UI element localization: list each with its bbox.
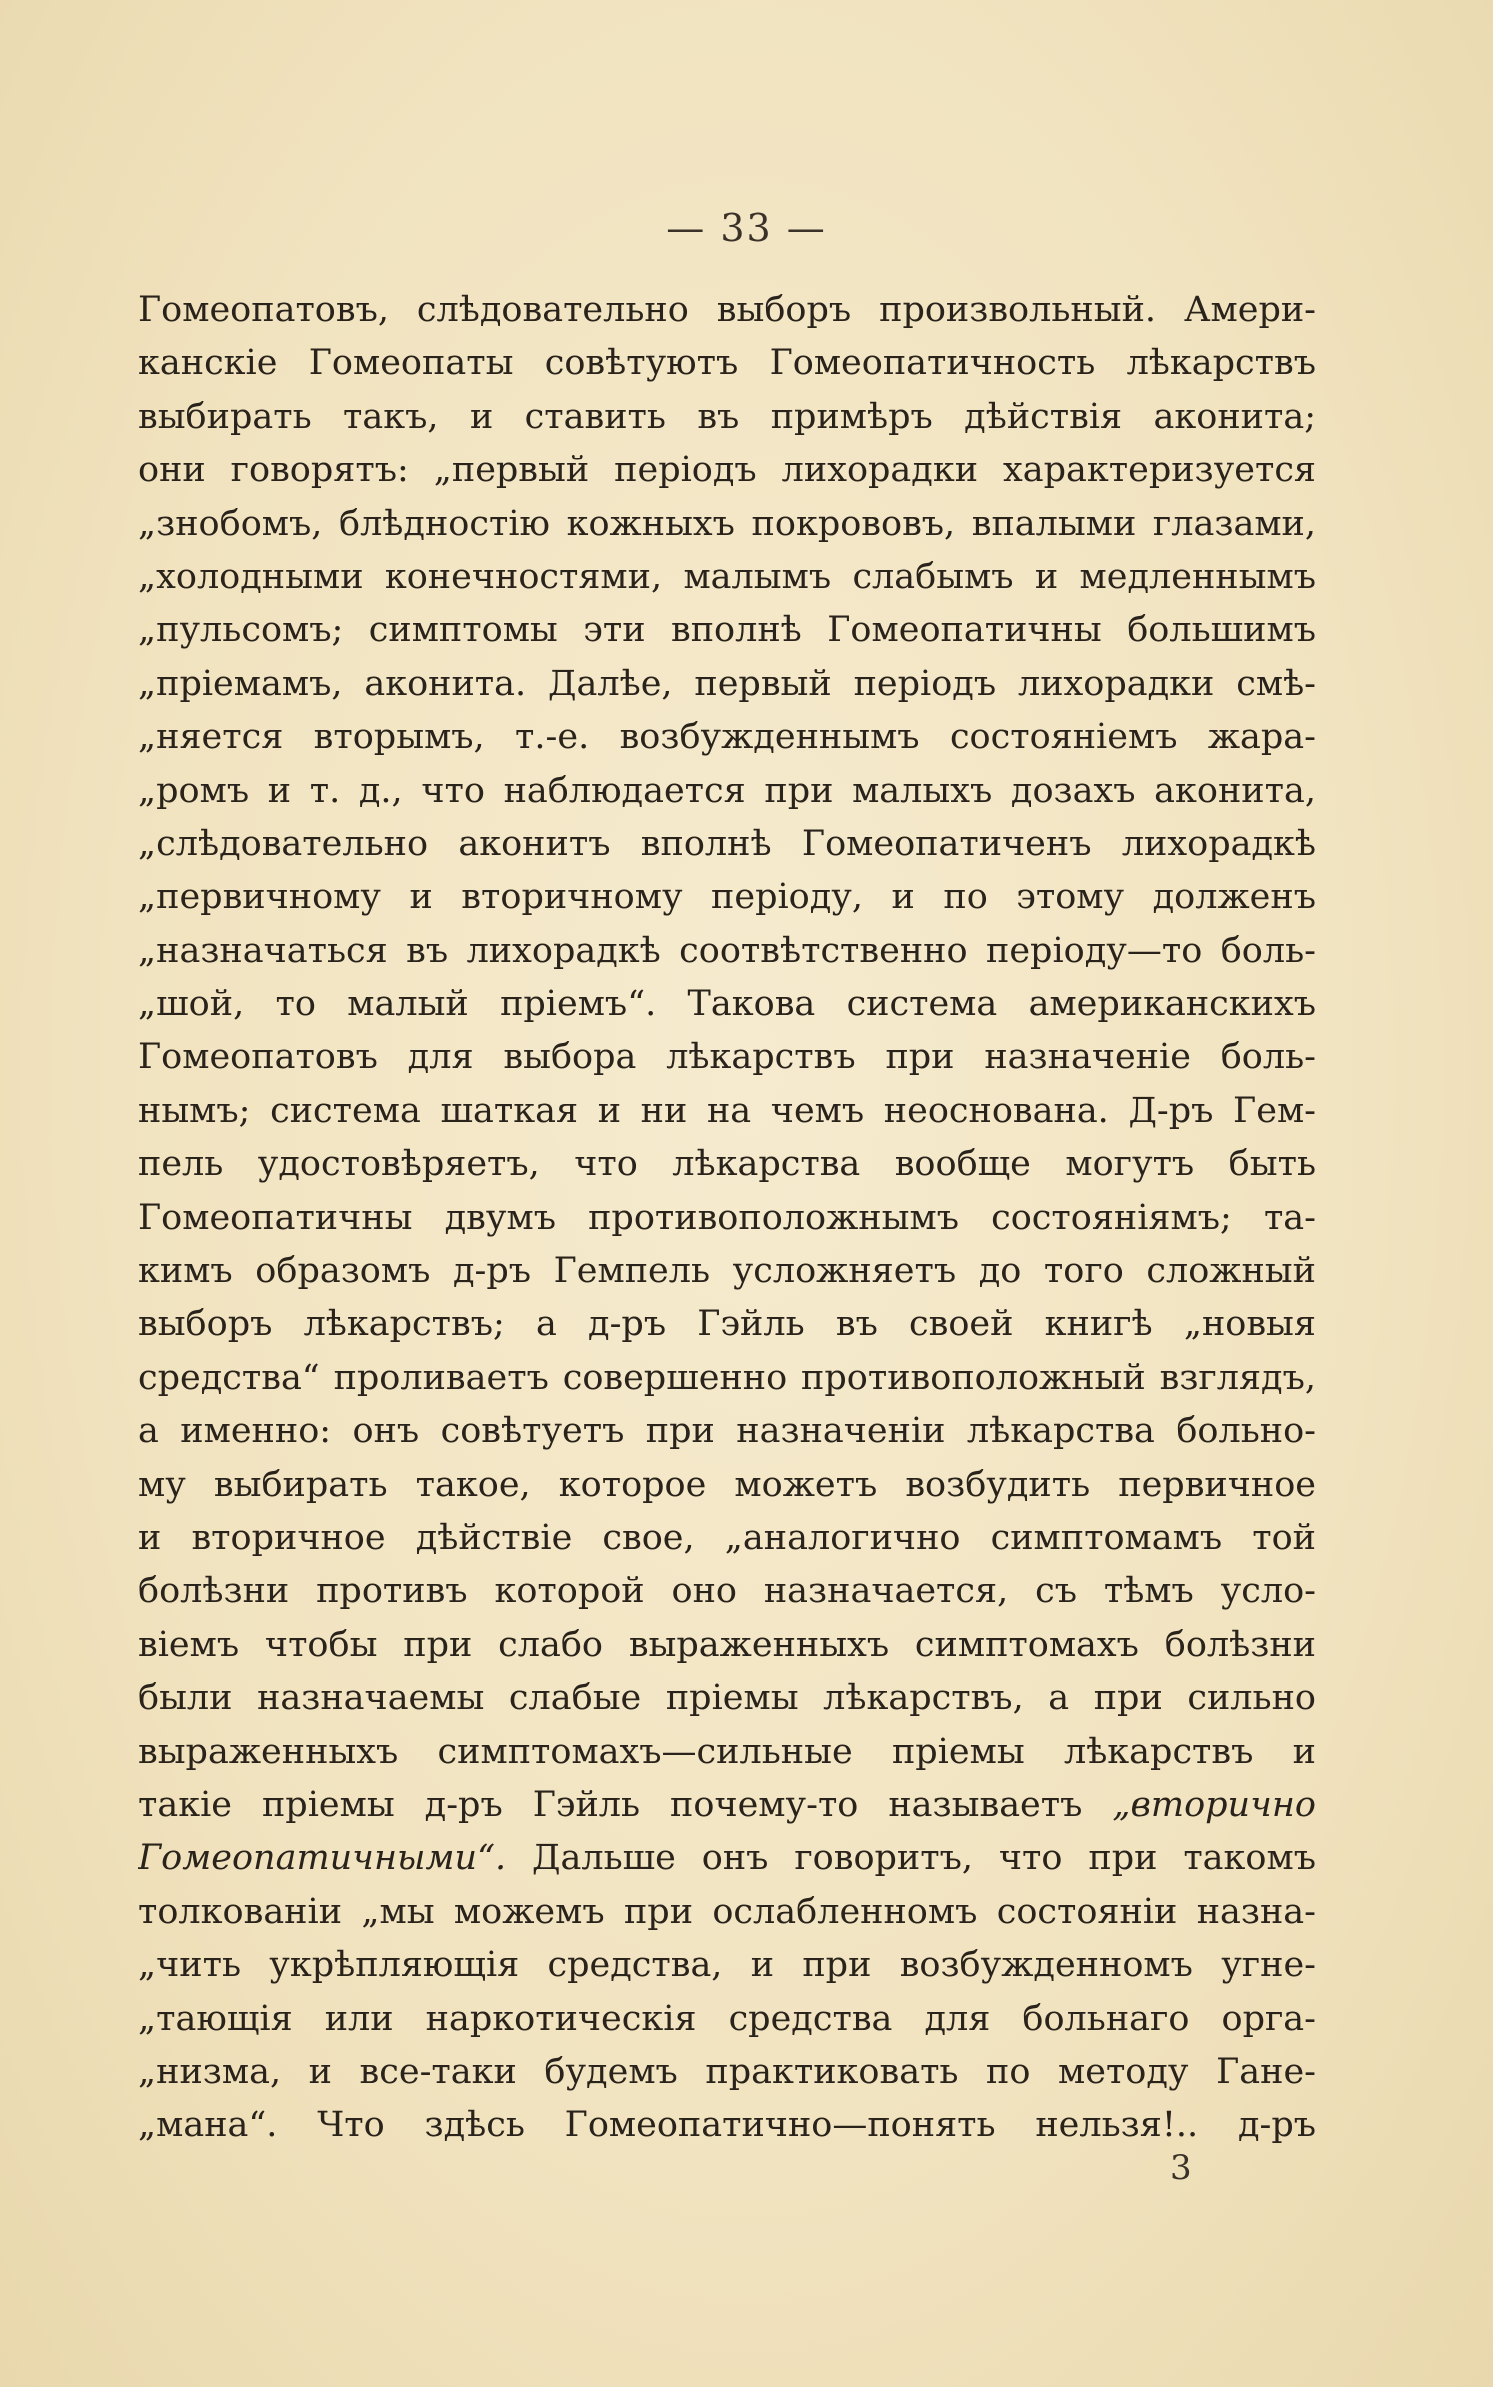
text-line: „пульсомъ; симптомы эти вполнѣ Гомеопатичны большимъ	[138, 610, 1316, 651]
text-line: выбирать такъ, и ставить въ примѣръ дѣйствія аконита;	[138, 396, 1316, 437]
text-line: были назначаемы слабые пріемы лѣкарствъ, а при сильно	[138, 1678, 1316, 1719]
text-line-with-italic	[138, 1832, 1316, 1885]
text-line: Гомеопатовъ для выбора лѣкарствъ при назначеніе боль-	[138, 1037, 1316, 1078]
signature-mark: 3	[1170, 2148, 1192, 2188]
text-line-with-italic	[138, 1779, 1316, 1832]
text-line: нымъ; система шаткая и ни на чемъ неоснована. Д-ръ Гем-	[138, 1090, 1316, 1131]
text-line: „холодными конечностями, малымъ слабымъ и медленнымъ	[138, 556, 1316, 597]
text-line: они говорятъ: „первый періодъ лихорадки характеризуется	[138, 450, 1316, 491]
text-line: пель удостовѣряетъ, что лѣкарства вообще могутъ быть	[138, 1144, 1316, 1185]
text-segment: Дальше онъ говоритъ, что при такомъ	[532, 1838, 1316, 1879]
text-line: „мана“. Что здѣсь Гомеопатично—понять нельзя!.. д-ръ	[138, 2105, 1316, 2146]
text-line: выраженныхъ симптомахъ—сильные пріемы лѣкарствъ и	[138, 1731, 1316, 1772]
text-line: Гомеопатичны двумъ противоположнымъ состояніямъ; та-	[138, 1197, 1316, 1238]
text-line: „низма, и все-таки будемъ практиковать по методу Гане-	[138, 2051, 1316, 2092]
text-line: „тающія или наркотическія средства для больнаго орга-	[138, 1998, 1316, 2039]
text-line: толкованіи „мы можемъ при ослабленномъ состояніи назна-	[138, 1891, 1316, 1932]
text-line: му выбирать такое, которое можетъ возбудить первичное	[138, 1464, 1316, 1505]
text-line: віемъ чтобы при слабо выраженныхъ симптомахъ болѣзни	[138, 1624, 1316, 1665]
text-line: „знобомъ, блѣдностію кожныхъ покрововъ, впалыми глазами,	[138, 503, 1316, 544]
text-line: а именно: онъ совѣтуетъ при назначеніи лѣкарства больно-	[138, 1411, 1316, 1452]
text-line: „пріемамъ, аконита. Далѣе, первый періодъ лихорадки смѣ-	[138, 663, 1316, 704]
text-line: „шой, то малый пріемъ“. Такова система американскихъ	[138, 984, 1316, 1025]
text-line: кимъ образомъ д-ръ Гемпель усложняетъ до того сложный	[138, 1251, 1316, 1292]
italic-term: „вторично	[1112, 1784, 1316, 1825]
body-text	[138, 284, 1316, 2153]
text-line: канскіе Гомеопаты совѣтуютъ Гомеопатичность лѣкарствъ	[138, 343, 1316, 384]
text-line: „чить укрѣпляющія средства, и при возбужденномъ угне-	[138, 1945, 1316, 1986]
text-segment: такіе пріемы д-ръ Гэйль почему-то называетъ	[138, 1784, 1083, 1825]
text-line: „ромъ и т. д., что наблюдается при малыхъ дозахъ аконита,	[138, 770, 1316, 811]
text-line: и вторичное дѣйствіе свое, „аналогично симптомамъ той	[138, 1517, 1316, 1558]
text-line: „слѣдовательно аконитъ вполнѣ Гомеопатиченъ лихорадкѣ	[138, 823, 1316, 864]
text-line: выборъ лѣкарствъ; а д-ръ Гэйль въ своей книгѣ „новыя	[138, 1304, 1316, 1345]
text-line: „первичному и вторичному періоду, и по этому долженъ	[138, 877, 1316, 918]
text-line: „няется вторымъ, т.-е. возбужденнымъ состояніемъ жара-	[138, 717, 1316, 758]
page-number: — 33 —	[666, 206, 827, 250]
text-line: Гомеопатовъ, слѣдовательно выборъ произвольный. Амери-	[138, 290, 1316, 330]
italic-term: Гомеопатичными“.	[138, 1838, 507, 1879]
text-line: средства“ проливаетъ совершенно противоположный взглядъ,	[138, 1357, 1316, 1398]
text-line: „назначаться въ лихорадкѣ соотвѣтственно періоду—то боль-	[138, 930, 1316, 971]
text-line: болѣзни противъ которой оно назначается, съ тѣмъ усло-	[138, 1571, 1316, 1612]
